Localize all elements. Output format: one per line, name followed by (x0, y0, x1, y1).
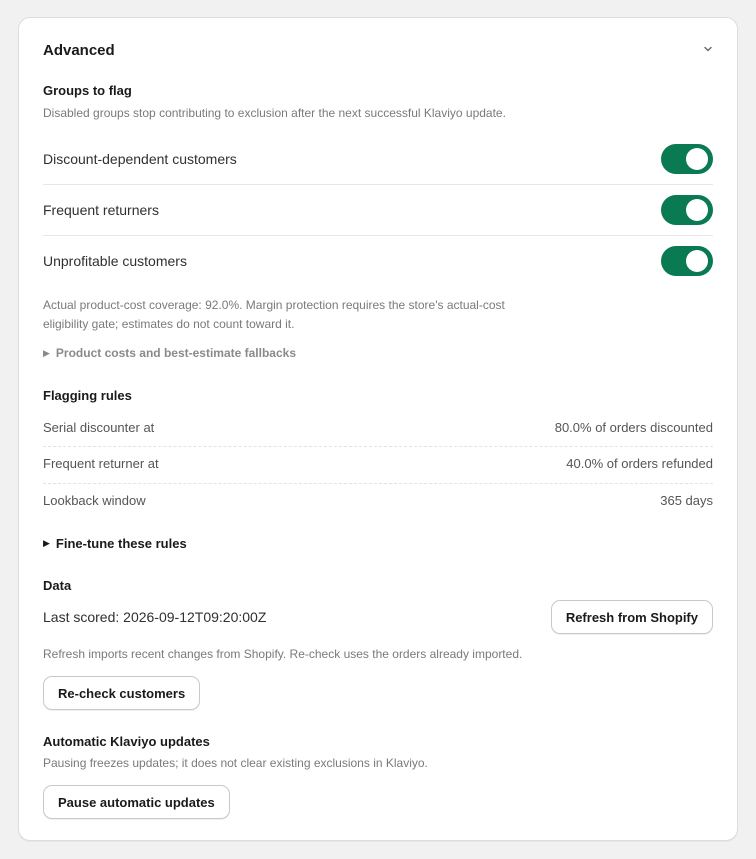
fine-tune-label: Fine-tune these rules (55, 536, 187, 551)
group-label-unprofitable: Unprofitable customers (43, 253, 187, 269)
product-costs-label: Product costs and best-estimate fallbacks (55, 346, 296, 360)
data-note: Refresh imports recent changes from Shopify. Re-check uses the orders already imported. (43, 647, 523, 661)
rule-value: 80.0% of orders discounted (554, 420, 713, 435)
toggle-knob (686, 250, 708, 272)
data-heading: Data (43, 578, 72, 593)
rule-value: 365 days (660, 493, 713, 508)
groups-heading: Groups to flag (43, 83, 132, 98)
klaviyo-note: Pausing freezes updates; it does not clear existing exclusions in Klaviyo. (43, 756, 428, 770)
toggle-knob (686, 199, 708, 221)
divider (43, 235, 713, 236)
rule-label: Serial discounter at (43, 420, 155, 435)
product-costs-disclosure[interactable] (43, 346, 296, 360)
toggle-unprofitable[interactable] (661, 246, 713, 276)
group-label-discount: Discount-dependent customers (43, 151, 237, 167)
triangle-right-icon: ▶ (43, 347, 50, 358)
advanced-settings-card (18, 17, 738, 841)
rules-heading: Flagging rules (43, 388, 132, 403)
rule-label: Frequent returner at (43, 456, 159, 471)
divider (43, 184, 713, 185)
divider (43, 483, 713, 484)
pause-automatic-updates-button[interactable]: Pause automatic updates (43, 785, 230, 819)
section-title: Advanced (43, 42, 115, 59)
triangle-right-icon: ▶ (43, 538, 50, 548)
toggle-knob (686, 148, 708, 170)
rule-value: 40.0% of orders refunded (566, 456, 713, 471)
klaviyo-heading: Automatic Klaviyo updates (43, 734, 210, 749)
recheck-customers-button[interactable]: Re-check customers (43, 676, 200, 710)
rule-label: Lookback window (43, 493, 146, 508)
fine-tune-disclosure[interactable] (43, 536, 187, 551)
coverage-note-line1: Actual product-cost coverage: 92.0%. Margin protection requires the store's actual-cost (43, 298, 505, 312)
toggle-frequent-returners[interactable] (661, 195, 713, 225)
groups-note: Disabled groups stop contributing to exclusion after the next successful Klaviyo update. (43, 106, 506, 120)
group-label-returners: Frequent returners (43, 202, 159, 218)
last-scored-text: Last scored: 2026-09-12T09:20:00Z (43, 609, 267, 625)
chevron-down-icon[interactable] (701, 42, 715, 56)
divider (43, 446, 713, 447)
refresh-from-shopify-button[interactable]: Refresh from Shopify (551, 600, 713, 634)
toggle-discount-dependent[interactable] (661, 144, 713, 174)
coverage-note-line2: eligibility gate; estimates do not count toward it. (43, 317, 295, 331)
